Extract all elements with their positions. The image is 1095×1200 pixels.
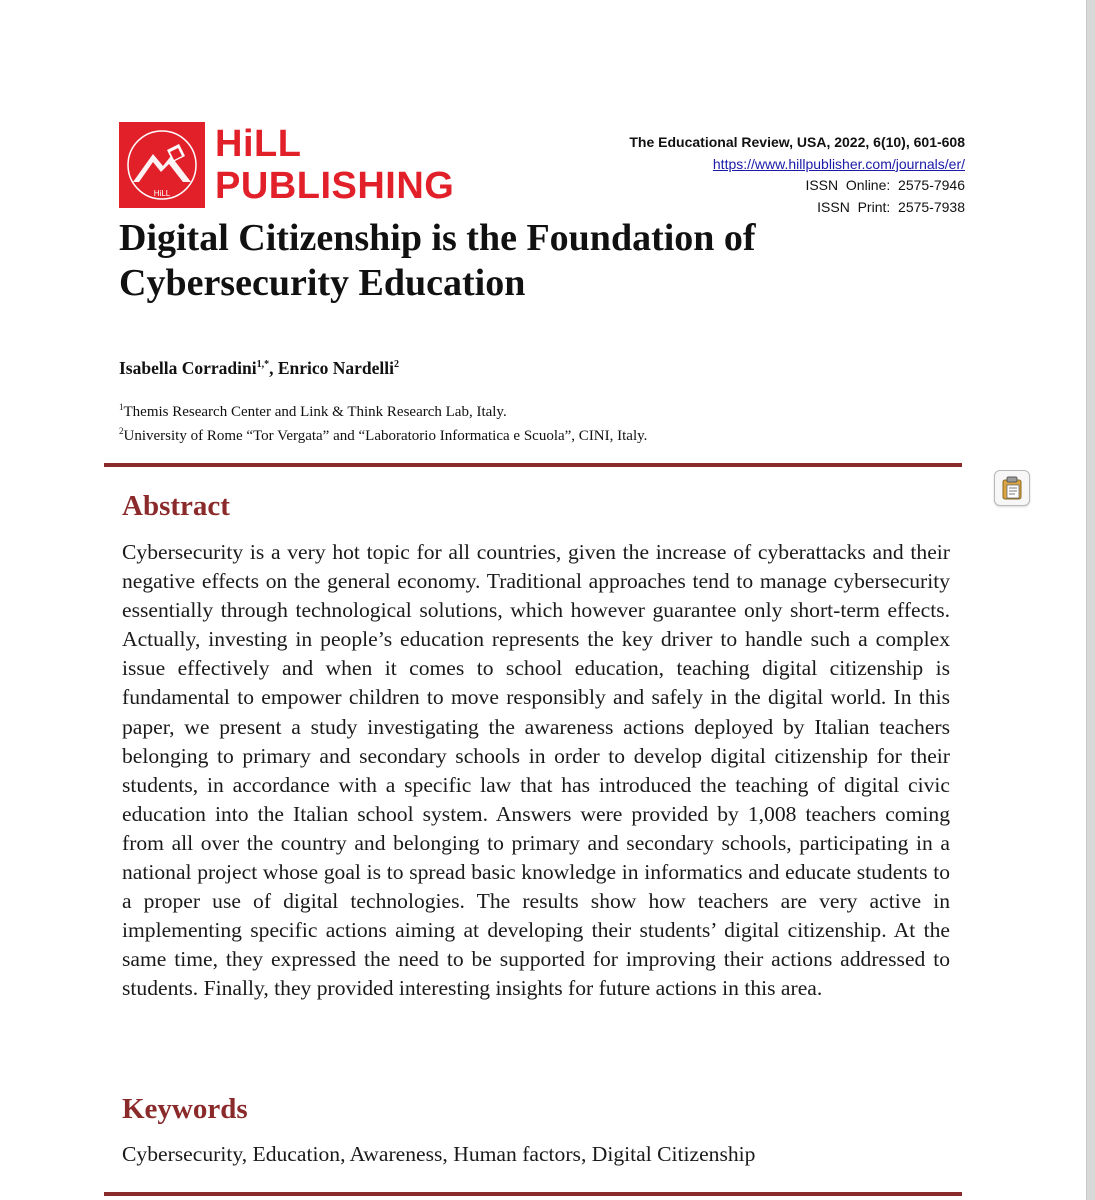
journal-info bbox=[545, 132, 965, 218]
issn-online: ISSN Online: 2575-7946 bbox=[805, 177, 965, 193]
affiliation-item bbox=[119, 422, 647, 446]
keywords-heading: Keywords bbox=[122, 1093, 248, 1125]
affiliation-text: University of Rome “Tor Vergata” and “Laboratorio Informatica e Scuola”, CINI, Italy. bbox=[123, 428, 648, 444]
bottom-divider bbox=[104, 1192, 962, 1196]
journal-url-link[interactable]: https://www.hillpublisher.com/journals/er/ bbox=[712, 155, 965, 172]
journal-citation: The Educational Review, USA, 2022, 6(10), 601-608 bbox=[629, 134, 965, 150]
top-divider bbox=[104, 463, 962, 467]
author-sup: 1,* bbox=[256, 359, 270, 371]
publisher-emblem bbox=[119, 122, 205, 208]
publisher-name-line2: PUBLISHING bbox=[215, 165, 455, 207]
emblem-label: HiLL bbox=[153, 189, 171, 198]
affiliation-item bbox=[119, 398, 647, 422]
article-title: Digital Citizenship is the Foundation of Cybersecurity Education bbox=[119, 217, 756, 304]
abstract-heading: Abstract bbox=[122, 490, 230, 522]
affiliation-text: Themis Research Center and Link & Think Research Lab, Italy. bbox=[123, 404, 507, 420]
page-edge bbox=[1086, 0, 1095, 1200]
author-name: Enrico Nardelli bbox=[277, 358, 395, 378]
publisher-logo bbox=[119, 122, 455, 208]
abstract-body: Cybersecurity is a very hot topic for all countries, given the increase of cyberattacks and their negative effects on the general economy. Traditional approaches tend to manage cybersecurity essentially through technological solutions, which however guarantee only short-term effects. Actually, investing in people’s education represents the key driver to handle such a complex issue effectively and when it comes to school education, teaching digital citizenship is fundamental to empower children to move responsibly and safely in the digital world. In this paper, we present a study investigating the awareness actions deployed by Italian teachers belonging to primary and secondary schools in order to develop digital citizenship for their students, in accordance with a specific law that has introduced the teaching of digital civic education into the Italian school system. Answers were provided by 1,008 teachers coming from all over the country and belonging to primary and secondary schools, participating in a national project whose goal is to spread basic knowledge in informatics and educate students to a proper use of digital technologies. The results show how teachers are very active in implementing specific actions aiming at developing their students’ digital citizenship. At the same time, they expressed the need to be supported for improving their actions addressed to students. Finally, they provided interesting insights for future actions in this area. bbox=[122, 540, 950, 1001]
clipboard-button[interactable] bbox=[994, 470, 1030, 506]
clipboard-icon bbox=[1001, 476, 1023, 500]
affiliation-list bbox=[119, 398, 647, 446]
author-sup: 2 bbox=[394, 359, 400, 371]
publisher-name-line1: HiLL bbox=[215, 123, 302, 165]
author-list bbox=[119, 358, 399, 379]
affiliation-sup: 2 bbox=[119, 426, 124, 436]
author-name: Isabella Corradini bbox=[119, 358, 257, 378]
keywords-list: Cybersecurity, Education, Awareness, Human factors, Digital Citizenship bbox=[122, 1142, 756, 1166]
issn-print: ISSN Print: 2575-7938 bbox=[817, 198, 965, 215]
affiliation-sup: 1 bbox=[119, 402, 124, 412]
author-separator: , bbox=[269, 358, 278, 378]
